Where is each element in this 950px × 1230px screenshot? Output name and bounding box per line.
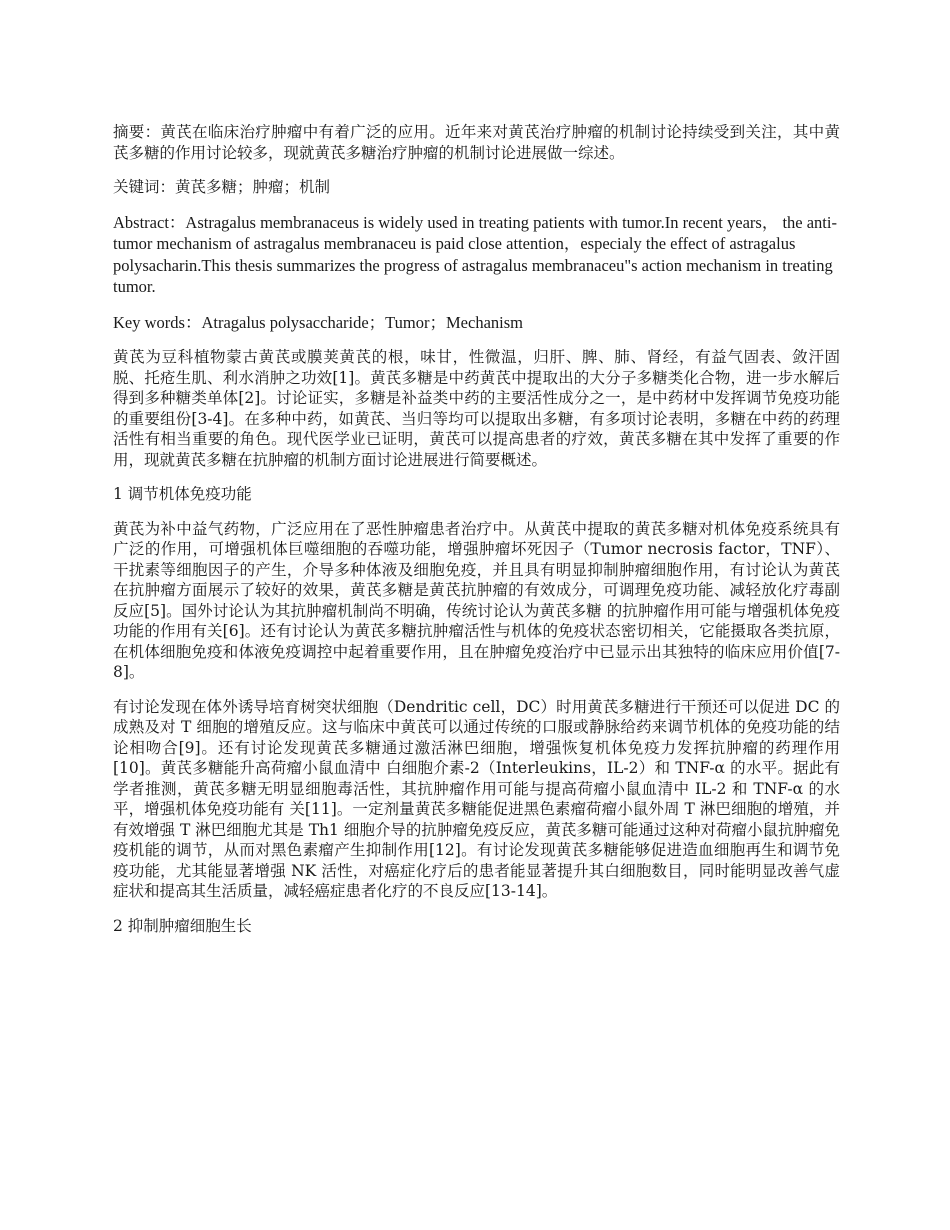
document-page xyxy=(113,122,840,950)
section-1-paragraph-2: 有讨论发现在体外诱导培育树突状细胞（Dendritic cell，DC）时用黄芪多糖进行干预还可以促进 DC 的成熟及对 T 细胞的增殖反应。这与临床中黄芪可以通过传统的口服或静脉给药来调节机体的免疫功能的结论相吻合[9]。还有讨论发现黄芪多糖通过激活淋巴细胞，增强恢复机体免疫力发挥抗肿瘤的药理作用[10]。黄芪多糖能升高荷瘤小鼠血清中 白细胞介素-2（Interleukins，IL-2）和 TNF-α 的水平。据此有学者推测，黄芪多糖无明显细胞毒活性，其抗肿瘤作用可能与提高荷瘤小鼠血清中 IL-2 和 TNF-α 的水平，增强机体免疫功能有 关[11]。一定剂量黄芪多糖能促进黑色素瘤荷瘤小鼠外周 T 淋巴细胞的增殖，并有效增强 T 淋巴细胞尤其是 Th1 细胞介导的抗肿瘤免疫反应，黄芪多糖可能通过这种对荷瘤小鼠抗肿瘤免疫机能的调节，从而对黑色素瘤产生抑制作用[12]。有讨论发现黄芪多糖能够促进造血细胞再生和调节免疫功能，尤其能显著增强 NK 活性，对癌症化疗后的患者能显著提升其白细胞数目，同时能明显改善气虚症状和提高其生活质量，减轻癌症患者化疗的不良反应[13-14]。 xyxy=(113,697,840,900)
keywords-en: Key words：Atragalus polysaccharide；Tumor；Mechanism xyxy=(113,312,523,332)
abstract-cn: 摘要：黄芪在临床治疗肿瘤中有着广泛的应用。近年来对黄芪治疗肿瘤的机制讨论持续受到关注，其中黄芪多糖的作用讨论较多，现就黄芪多糖治疗肿瘤的机制讨论进展做一综述。 xyxy=(113,123,840,162)
abstract-en: Abstract：Astragalus membranaceus is widely used in treating patients with tumor.In recent years， the anti-tumor mechanism of astragalus membranaceu is paid close attention，especialy the effect of astragalus polysacharin.This thesis summarizes the progress of astragalus membranaceu"s action mechanism in treating tumor. xyxy=(113,212,837,296)
section-1-heading: 1 调节机体免疫功能 xyxy=(113,485,252,503)
section-1-paragraph-1: 黄芪为补中益气药物，广泛应用在了恶性肿瘤患者治疗中。从黄芪中提取的黄芪多糖对机体免疫系统具有广泛的作用，可增强机体巨噬细胞的吞噬功能，增强肿瘤坏死因子（Tumor necrosis factor，TNF）、干扰素等细胞因子的产生，介导多种体液及细胞免疫，并且具有明显抑制肿瘤细胞作用，有讨论认为黄芪在抗肿瘤方面展示了较好的效果，黄芪多糖是黄芪抗肿瘤的有效成分，可调理免疫功能、减轻放化疗毒副反应[5]。国外讨论认为其抗肿瘤机制尚不明确，传统讨论认为黄芪多糖 的抗肿瘤作用可能与增强机体免疫功能的作用有关[6]。还有讨论认为黄芪多糖抗肿瘤活性与机体的免疫状态密切相关，它能摄取各类抗原，在机体细胞免疫和体液免疫调控中起着重要作用，且在肿瘤免疫治疗中已显示出其独特的临床应用价值[7-8]。 xyxy=(113,519,840,681)
intro-paragraph: 黄芪为豆科植物蒙古黄芪或膜荚黄芪的根，味甘，性微温，归肝、脾、肺、肾经，有益气固表、敛汗固脱、托疮生肌、利水消肿之功效[1]。黄芪多糖是中药黄芪中提取出的大分子多糖类化合物，进一步水解后得到多种糖类单体[2]。讨论证实，多糖是补益类中药的主要活性成分之一，是中药材中发挥调节免疫功能的重要组份[3-4]。在多种中药，如黄芪、当归等均可以提取出多糖，有多项讨论表明，多糖在中药的药理活性有相当重要的角色。现代医学业已证明，黄芪可以提高患者的疗效，黄芪多糖在其中发挥了重要的作用，现就黄芪多糖在抗肿瘤的机制方面讨论进展进行简要概述。 xyxy=(113,348,840,469)
section-2-heading: 2 抑制肿瘤细胞生长 xyxy=(113,916,252,935)
keywords-cn: 关键词：黄芪多糖；肿瘤；机制 xyxy=(113,178,331,196)
